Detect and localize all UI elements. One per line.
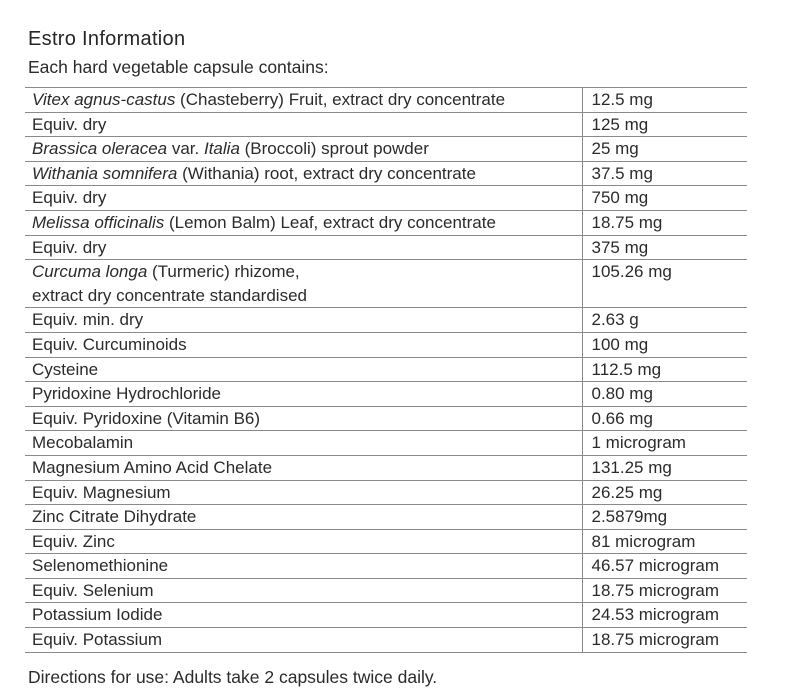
ingredient-table-body	[25, 88, 747, 653]
ingredient-name-line	[32, 431, 582, 455]
ingredient-name-cell	[25, 406, 582, 431]
ingredient-amount-text: 100 mg	[591, 334, 649, 354]
table-row	[25, 112, 747, 137]
ingredient-amount-cell	[582, 603, 747, 628]
ingredient-text: Equiv. Pyridoxine (Vitamin B6)	[32, 408, 261, 428]
botanical-name-text: Brassica oleracea	[32, 139, 168, 159]
ingredient-amount-cell	[582, 210, 747, 235]
ingredient-amount-text: 18.75 microgram	[591, 580, 720, 600]
botanical-name-text: Withania somnifera	[32, 163, 178, 183]
ingredient-amount-text: 1 microgram	[591, 433, 686, 453]
ingredient-text: Potassium Iodide	[32, 605, 163, 625]
ingredient-text: Equiv. dry	[32, 237, 107, 257]
ingredient-text: Mecobalamin	[32, 433, 134, 453]
ingredient-name-cell	[25, 308, 582, 333]
ingredient-amount-text: 2.5879mg	[591, 507, 668, 527]
ingredient-amount-text: 105.26 mg	[591, 262, 672, 282]
ingredient-name-line	[32, 603, 582, 627]
ingredient-name-line	[32, 358, 582, 382]
ingredient-text: Equiv. Zinc	[32, 531, 115, 551]
ingredient-name-cell	[25, 505, 582, 530]
ingredient-amount-cell	[582, 529, 747, 554]
table-row	[25, 308, 747, 333]
ingredient-name-cell	[25, 88, 582, 113]
ingredient-amount-text: 2.63 g	[591, 310, 639, 330]
ingredient-name-cell	[25, 137, 582, 162]
ingredient-amount-cell	[582, 382, 747, 407]
ingredient-amount-cell	[582, 505, 747, 530]
ingredient-amount-text: 0.80 mg	[591, 384, 653, 404]
ingredient-text: Cysteine	[32, 359, 99, 379]
ingredient-text: Selenomethionine	[32, 556, 169, 576]
ingredient-text: Magnesium Amino Acid Chelate	[32, 457, 273, 477]
ingredient-name-line	[32, 579, 582, 603]
ingredient-amount-text: 375 mg	[591, 237, 649, 257]
ingredient-name-line	[32, 407, 582, 431]
table-row	[25, 235, 747, 260]
ingredient-text: Zinc Citrate Dihydrate	[32, 507, 197, 527]
ingredient-amount-text: 37.5 mg	[591, 163, 653, 183]
ingredient-name-line	[32, 333, 582, 357]
ingredient-name-line	[32, 382, 582, 406]
ingredient-amount-text: 125 mg	[591, 114, 649, 134]
ingredient-name-line	[32, 162, 582, 186]
ingredient-name-line	[32, 554, 582, 578]
table-row	[25, 406, 747, 431]
ingredient-amount-text: 131.25 mg	[591, 457, 672, 477]
ingredient-amount-cell	[582, 480, 747, 505]
table-row	[25, 529, 747, 554]
ingredient-amount-cell	[582, 88, 747, 113]
ingredient-name-cell	[25, 455, 582, 480]
ingredient-amount-cell	[582, 332, 747, 357]
table-row	[25, 260, 747, 308]
ingredient-name-cell	[25, 628, 582, 653]
table-row	[25, 603, 747, 628]
ingredient-text: Equiv. Potassium	[32, 630, 163, 650]
ingredient-name-cell	[25, 431, 582, 456]
ingredient-amount-text: 26.25 mg	[591, 482, 663, 502]
ingredient-amount-cell	[582, 357, 747, 382]
ingredient-name-cell	[25, 161, 582, 186]
ingredient-name-cell	[25, 260, 582, 308]
ingredient-amount-text: 18.75 microgram	[591, 630, 720, 650]
ingredient-name-cell	[25, 332, 582, 357]
ingredient-name-cell	[25, 603, 582, 628]
ingredient-name-line	[32, 628, 582, 652]
botanical-name-text: Melissa officinalis	[32, 212, 165, 232]
ingredient-amount-cell	[582, 628, 747, 653]
ingredient-table	[25, 87, 747, 653]
ingredient-text: Equiv. dry	[32, 188, 107, 208]
ingredient-amount-cell	[582, 161, 747, 186]
ingredient-amount-cell	[582, 431, 747, 456]
ingredient-text: Equiv. dry	[32, 114, 107, 134]
ingredient-amount-cell	[582, 308, 747, 333]
ingredient-amount-text: 12.5 mg	[591, 90, 653, 109]
ingredient-name-cell	[25, 578, 582, 603]
ingredient-text: Equiv. Magnesium	[32, 482, 171, 502]
ingredient-name-cell	[25, 529, 582, 554]
ingredient-text: Equiv. Curcuminoids	[32, 334, 187, 354]
ingredient-amount-text: 18.75 mg	[591, 212, 663, 232]
ingredient-name-cell	[25, 112, 582, 137]
ingredient-name-cell	[25, 382, 582, 407]
ingredient-amount-text: 750 mg	[591, 188, 649, 208]
botanical-name-text: Vitex agnus-castus	[32, 90, 176, 109]
ingredient-text: (Withania) root, extract dry concentrate	[177, 163, 476, 183]
ingredient-name-line	[32, 505, 582, 529]
ingredient-name-line	[32, 260, 582, 284]
table-row	[25, 161, 747, 186]
ingredient-text: extract dry concentrate standardised	[32, 285, 307, 305]
ingredient-name-line	[32, 211, 582, 235]
ingredient-amount-text: 0.66 mg	[591, 408, 653, 428]
table-row	[25, 357, 747, 382]
ingredient-name-line	[32, 113, 582, 137]
ingredient-amount-cell	[582, 235, 747, 260]
ingredient-name-cell	[25, 235, 582, 260]
table-row	[25, 332, 747, 357]
table-row	[25, 186, 747, 211]
ingredient-text: Equiv. Selenium	[32, 580, 154, 600]
ingredient-amount-cell	[582, 112, 747, 137]
botanical-name-text: Italia	[203, 139, 240, 159]
ingredient-text: Pyridoxine Hydrochloride	[32, 384, 221, 404]
ingredient-name-line	[32, 186, 582, 210]
ingredient-text: (Broccoli) sprout powder	[239, 139, 429, 159]
botanical-name-text: Curcuma longa	[32, 262, 148, 282]
ingredient-name-line	[32, 284, 582, 308]
ingredient-text: (Lemon Balm) Leaf, extract dry concentrate	[164, 212, 496, 232]
page-title: Estro Information	[28, 28, 186, 50]
table-row	[25, 382, 747, 407]
subtitle-text: Each hard vegetable capsule contains:	[28, 57, 329, 77]
ingredient-amount-text: 46.57 microgram	[591, 556, 720, 576]
table-row	[25, 505, 747, 530]
ingredient-amount-cell	[582, 455, 747, 480]
ingredient-amount-text: 25 mg	[591, 139, 639, 159]
table-row	[25, 431, 747, 456]
ingredient-name-cell	[25, 357, 582, 382]
ingredient-text: var.	[167, 139, 204, 159]
ingredient-amount-cell	[582, 578, 747, 603]
table-row	[25, 480, 747, 505]
table-row	[25, 628, 747, 653]
ingredient-name-line	[32, 236, 582, 260]
ingredient-amount-text: 81 microgram	[591, 531, 696, 551]
ingredient-text: Equiv. min. dry	[32, 310, 144, 330]
ingredient-text: (Chasteberry) Fruit, extract dry concentrate	[175, 90, 506, 109]
table-row	[25, 554, 747, 579]
table-row	[25, 455, 747, 480]
table-row	[25, 137, 747, 162]
ingredient-name-cell	[25, 480, 582, 505]
table-row	[25, 88, 747, 113]
ingredient-amount-cell	[582, 260, 747, 308]
ingredient-amount-text: 24.53 microgram	[591, 605, 720, 625]
ingredient-name-line	[32, 137, 582, 161]
ingredient-amount-cell	[582, 406, 747, 431]
table-row	[25, 578, 747, 603]
ingredient-name-line	[32, 481, 582, 505]
ingredient-name-cell	[25, 554, 582, 579]
ingredient-name-line	[32, 308, 582, 332]
ingredient-name-line	[32, 456, 582, 480]
ingredient-name-line	[32, 530, 582, 554]
table-row	[25, 210, 747, 235]
ingredient-name-cell	[25, 186, 582, 211]
ingredient-text: (Turmeric) rhizome,	[147, 262, 300, 282]
ingredient-amount-cell	[582, 186, 747, 211]
ingredient-amount-text: 112.5 mg	[591, 359, 662, 379]
ingredient-amount-cell	[582, 137, 747, 162]
directions-text: Directions for use: Adults take 2 capsules twice daily.	[28, 666, 438, 687]
ingredient-name-cell	[25, 210, 582, 235]
ingredient-name-line	[32, 88, 582, 112]
ingredient-amount-cell	[582, 554, 747, 579]
